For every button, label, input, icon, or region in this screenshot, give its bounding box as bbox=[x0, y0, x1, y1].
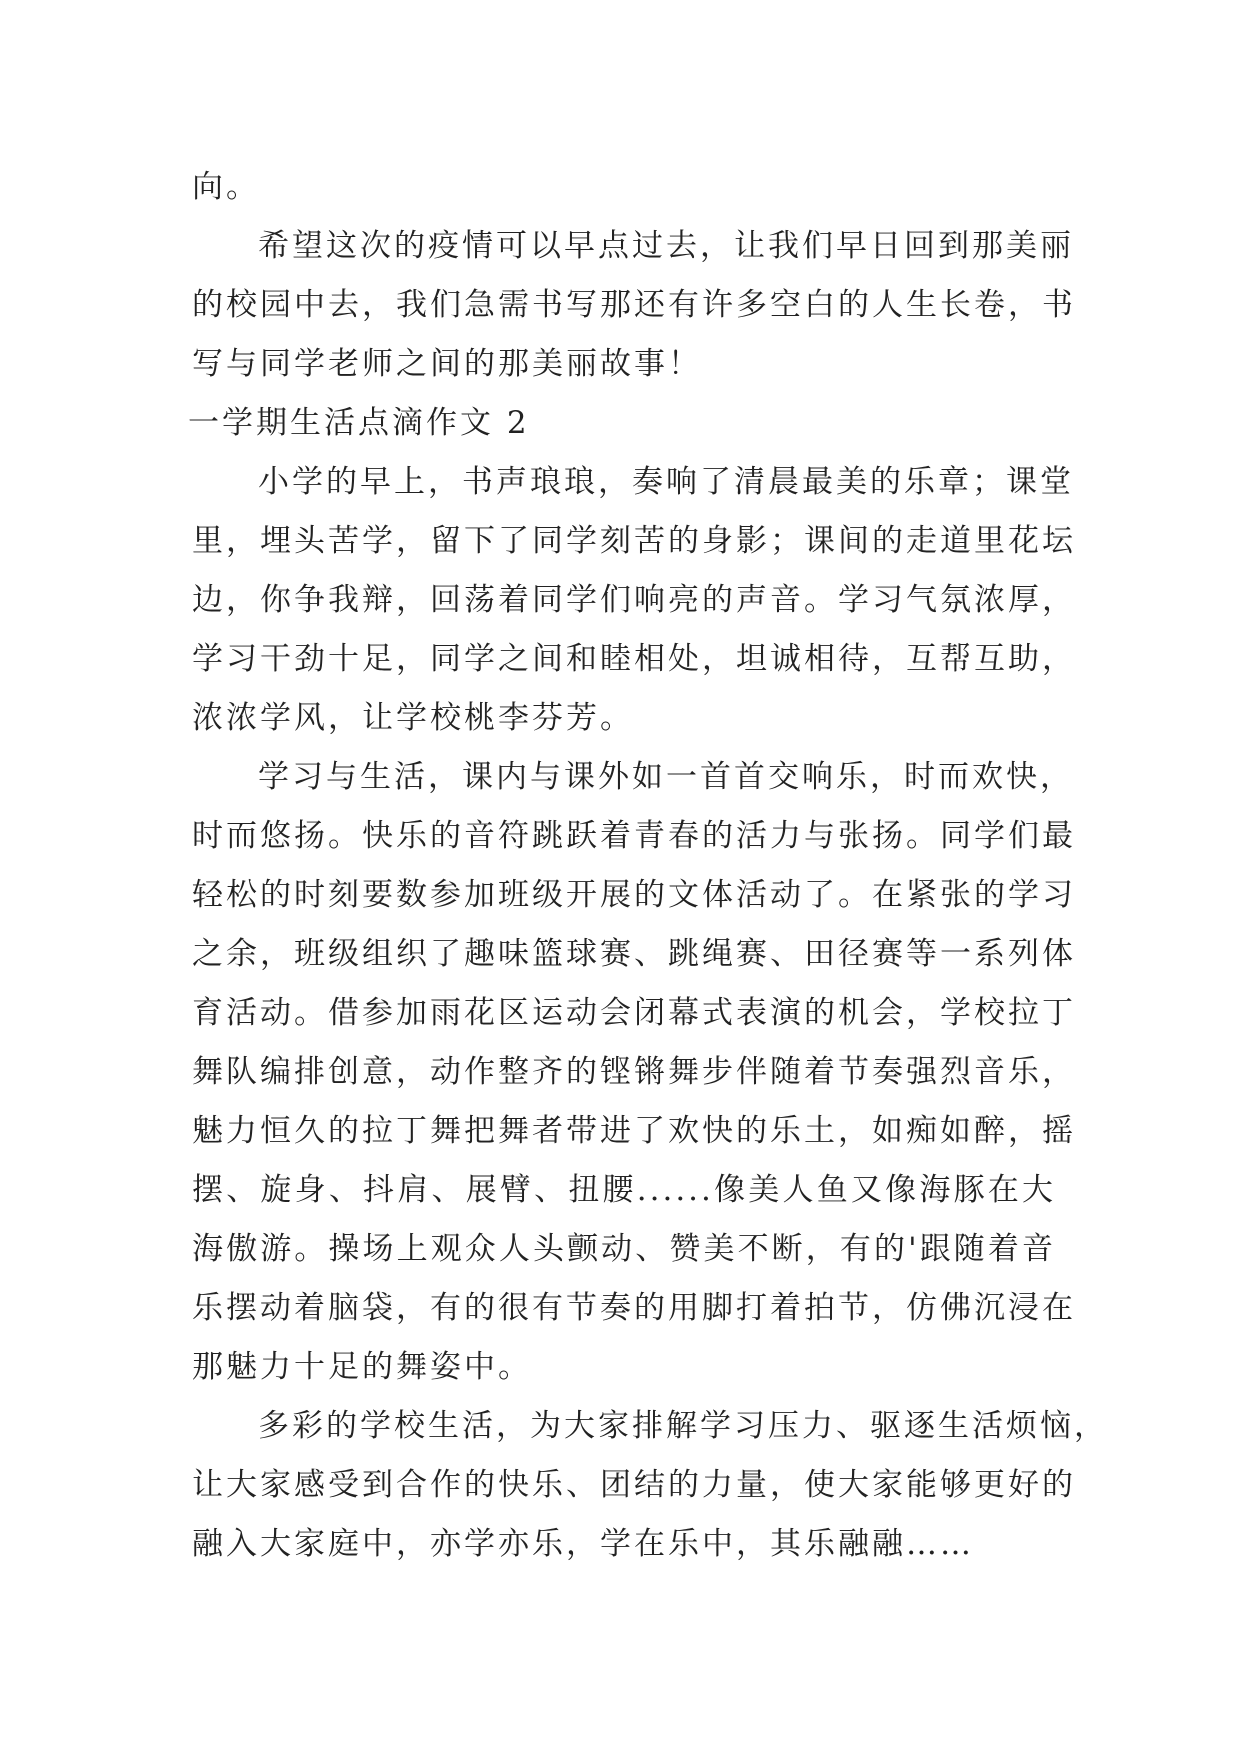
paragraph-line: 摆、旋身、抖肩、展臂、扭腰......像美人鱼又像海豚在大 bbox=[192, 1172, 1056, 1208]
paragraph-line: 融入大家庭中，亦学亦乐，学在乐中，其乐融融…… bbox=[192, 1526, 974, 1562]
paragraph-line: 多彩的学校生活，为大家排解学习压力、驱逐生活烦恼， bbox=[258, 1408, 1108, 1444]
paragraph-line: 轻松的时刻要数参加班级开展的文体活动了。在紧张的学习 bbox=[192, 877, 1076, 913]
paragraph-line: 海傲游。操场上观众人头颤动、赞美不断，有的'跟随着音 bbox=[192, 1231, 1056, 1267]
section-heading: 一学期生活点滴作文 2 bbox=[188, 405, 530, 441]
paragraph-line: 希望这次的疫情可以早点过去，让我们早日回到那美丽 bbox=[258, 228, 1074, 264]
paragraph-line: 育活动。借参加雨花区运动会闭幕式表演的机会，学校拉丁 bbox=[192, 995, 1076, 1031]
paragraph-line: 那魅力十足的舞姿中。 bbox=[192, 1349, 532, 1385]
paragraph-line: 乐摆动着脑袋，有的很有节奏的用脚打着拍节，仿佛沉浸在 bbox=[192, 1290, 1076, 1326]
paragraph-line: 舞队编排创意，动作整齐的铿锵舞步伴随着节奏强烈音乐， bbox=[192, 1054, 1076, 1090]
paragraph-line: 魅力恒久的拉丁舞把舞者带进了欢快的乐土，如痴如醉，摇 bbox=[192, 1113, 1076, 1149]
paragraph-line: 的校园中去，我们急需书写那还有许多空白的人生长卷，书 bbox=[192, 287, 1076, 323]
paragraph-line: 之余，班级组织了趣味篮球赛、跳绳赛、田径赛等一系列体 bbox=[192, 936, 1076, 972]
paragraph-line: 写与同学老师之间的那美丽故事！ bbox=[192, 346, 702, 382]
paragraph-line: 让大家感受到合作的快乐、团结的力量，使大家能够更好的 bbox=[192, 1467, 1076, 1503]
paragraph-line: 向。 bbox=[192, 169, 260, 205]
paragraph-line: 时而悠扬。快乐的音符跳跃着青春的活力与张扬。同学们最 bbox=[192, 818, 1076, 854]
paragraph-line: 浓浓学风，让学校桃李芬芳。 bbox=[192, 700, 634, 736]
paragraph-line: 学习干劲十足，同学之间和睦相处，坦诚相待，互帮互助， bbox=[192, 641, 1076, 677]
paragraph-line: 小学的早上，书声琅琅，奏响了清晨最美的乐章；课堂 bbox=[258, 464, 1074, 500]
paragraph-line: 边，你争我辩，回荡着同学们响亮的声音。学习气氛浓厚， bbox=[192, 582, 1076, 618]
document-body bbox=[188, 158, 1108, 1574]
paragraph-line: 学习与生活，课内与课外如一首首交响乐，时而欢快， bbox=[258, 759, 1074, 795]
paragraph-line: 里，埋头苦学，留下了同学刻苦的身影；课间的走道里花坛 bbox=[192, 523, 1076, 559]
